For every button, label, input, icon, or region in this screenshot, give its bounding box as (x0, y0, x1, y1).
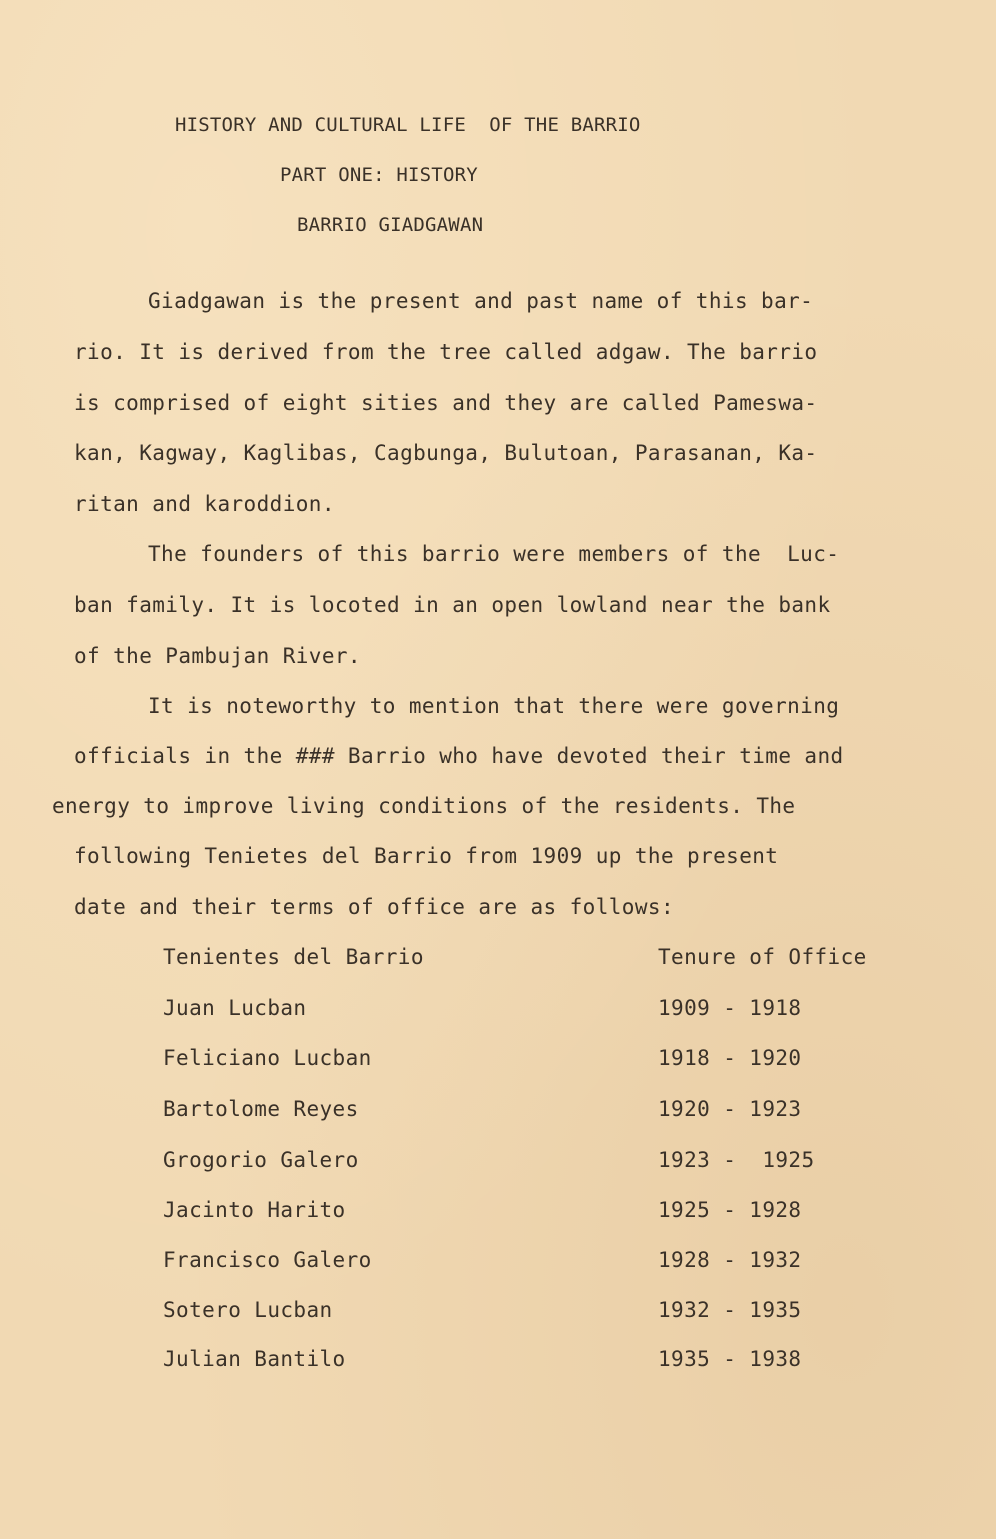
paragraph-line: ban family. It is locoted in an open lowland near the bank (74, 593, 831, 617)
document-title: HISTORY AND CULTURAL LIFE OF THE BARRIO (175, 114, 641, 136)
paragraph-line: of the Pambujan River. (74, 644, 361, 668)
table-row (0, 1247, 996, 1277)
table-row (0, 1147, 996, 1177)
tenure-years: 1909 - 1918 (658, 996, 802, 1020)
teniente-name: Bartolome Reyes (163, 1097, 359, 1121)
teniente-name: Jacinto Harito (163, 1198, 346, 1222)
teniente-name: Grogorio Galero (163, 1148, 359, 1172)
teniente-name: Juan Lucban (163, 996, 307, 1020)
tenure-years: 1928 - 1932 (658, 1248, 802, 1272)
table-row (0, 1297, 996, 1327)
tenure-years: 1932 - 1935 (658, 1298, 802, 1322)
tenure-years: 1935 - 1938 (658, 1347, 802, 1371)
paragraph-line: It is noteworthy to mention that there were governing (148, 694, 840, 718)
paragraph-line: is comprised of eight sities and they are called Pameswa- (74, 391, 818, 415)
paragraph-line: energy to improve living conditions of the residents. The (52, 794, 796, 818)
paragraph-line: ritan and karoddion. (74, 492, 335, 516)
tenure-years: 1920 - 1923 (658, 1097, 802, 1121)
paragraph-line: officials in the ### Barrio who have devoted their time and (74, 744, 844, 768)
paragraph-line: Giadgawan is the present and past name of this bar- (148, 289, 814, 313)
paragraph-line: kan, Kagway, Kaglibas, Cagbunga, Bulutoan, Parasanan, Ka- (74, 441, 818, 465)
tenure-years: 1925 - 1928 (658, 1198, 802, 1222)
column-header-tenure: Tenure of Office (658, 945, 867, 969)
tenure-years: 1918 - 1920 (658, 1046, 802, 1070)
column-header-name: Tenientes del Barrio (163, 945, 424, 969)
paragraph-line: following Tenietes del Barrio from 1909 up the present (74, 844, 779, 868)
table-row (0, 995, 996, 1025)
paragraph-line: date and their terms of office are as follows: (74, 895, 674, 919)
teniente-name: Julian Bantilo (163, 1347, 346, 1371)
table-row (0, 1096, 996, 1126)
teniente-name: Sotero Lucban (163, 1298, 333, 1322)
teniente-name: Feliciano Lucban (163, 1046, 372, 1070)
barrio-heading: BARRIO GIADGAWAN (297, 214, 484, 236)
paragraph-line: The founders of this barrio were members of the Luc- (148, 542, 840, 566)
table-row (0, 1197, 996, 1227)
table-header (0, 944, 996, 974)
teniente-name: Francisco Galero (163, 1248, 372, 1272)
part-heading: PART ONE: HISTORY (280, 164, 478, 186)
tenure-years: 1923 - 1925 (658, 1148, 815, 1172)
paragraph-line: rio. It is derived from the tree called adgaw. The barrio (74, 340, 818, 364)
table-row (0, 1045, 996, 1075)
table-row (0, 1346, 996, 1376)
